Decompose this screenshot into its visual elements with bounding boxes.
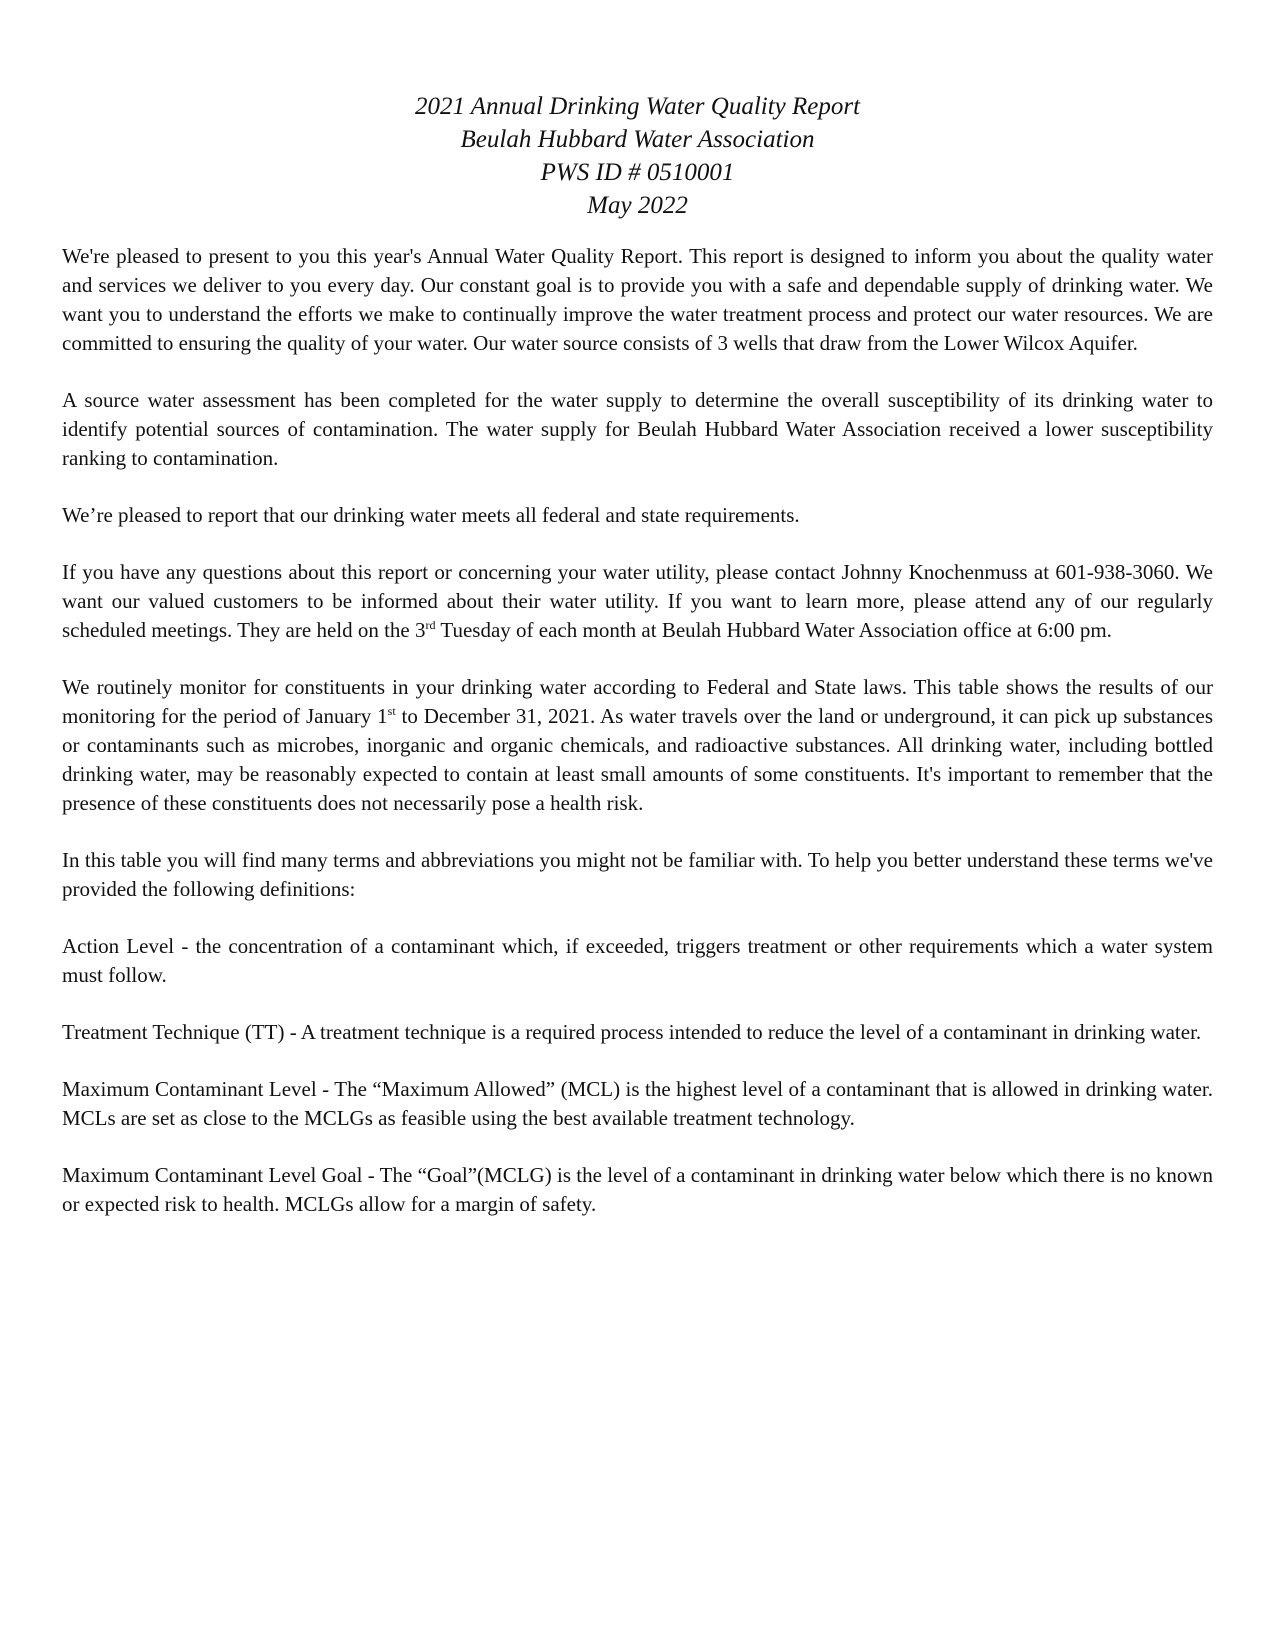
report-title: 2021 Annual Drinking Water Quality Report <box>414 93 861 120</box>
intro-paragraph: We're pleased to present to you this year's Annual Water Quality Report. This report is designed to inform you about the quality water and services we deliver to you every day. Our constant goal is to provide you with a safe and dependable supply of drinking water. We want you to understand the efforts we make to continually improve the water treatment process and protect our water resources. We are committed to ensuring the quality of your water. Our water source consists of 3 wells that draw from the Lower Wilcox Aquifer. <box>62 244 1213 355</box>
ordinal-suffix: rd <box>425 618 436 632</box>
monitoring-paragraph <box>62 673 1213 818</box>
compliance-paragraph: We’re pleased to report that our drinking water meets all federal and state requirements. <box>62 503 800 527</box>
definition-mcl: Maximum Contaminant Level - The “Maximum Allowed” (MCL) is the highest level of a contaminant that is allowed in drinking water. MCLs are set as close to the MCLGs as feasible using the best available treatment technology. <box>62 1077 1213 1130</box>
definition-treatment-technique: Treatment Technique (TT) - A treatment technique is a required process intended to reduce the level of a contaminant in drinking water. <box>62 1020 1202 1044</box>
pws-id: PWS ID # 0510001 <box>540 159 735 186</box>
report-page <box>62 90 1213 1219</box>
definition-mclg: Maximum Contaminant Level Goal - The “Goal”(MCLG) is the level of a contaminant in drinking water below which there is no known or expected risk to health. MCLGs allow for a margin of safety. <box>62 1163 1213 1216</box>
report-date: May 2022 <box>587 192 688 219</box>
contact-text: If you have any questions about this report or concerning your water utility, please contact Johnny Knochenmuss at 601-938-3060. We want our valued customers to be informed about their water utility. If you want to learn more, please attend any of our regularly scheduled meetings. They are held on the 3 <box>62 560 1213 642</box>
contact-paragraph <box>62 558 1213 645</box>
ordinal-suffix: st <box>387 704 396 718</box>
definition-action-level: Action Level - the concentration of a contaminant which, if exceeded, triggers treatment or other requirements which a water system must follow. <box>62 934 1213 987</box>
monitoring-text: We routinely monitor for constituents in your drinking water according to Federal and State laws. This table shows the results of our monitoring for the period of January 1 <box>62 675 1213 728</box>
terms-intro-paragraph: In this table you will find many terms and abbreviations you might not be familiar with. To help you better understand these terms we've provided the following definitions: <box>62 848 1213 901</box>
monitoring-text-end: to December 31, 2021. As water travels over the land or underground, it can pick up substances or contaminants such as microbes, inorganic and organic chemicals, and radioactive substances. All drinking water, including bottled drinking water, may be reasonably expected to contain at least small amounts of some constituents. It's important to remember that the presence of these constituents does not necessarily pose a health risk. <box>62 704 1214 815</box>
assessment-paragraph: A source water assessment has been completed for the water supply to determine the overall susceptibility of its drinking water to identify potential sources of contamination. The water supply for Beulah Hubbard Water Association received a lower susceptibility ranking to contamination. <box>62 388 1213 470</box>
organization-name: Beulah Hubbard Water Association <box>460 126 815 153</box>
report-header <box>62 90 1213 222</box>
contact-text-end: Tuesday of each month at Beulah Hubbard Water Association office at 6:00 pm. <box>435 618 1112 642</box>
